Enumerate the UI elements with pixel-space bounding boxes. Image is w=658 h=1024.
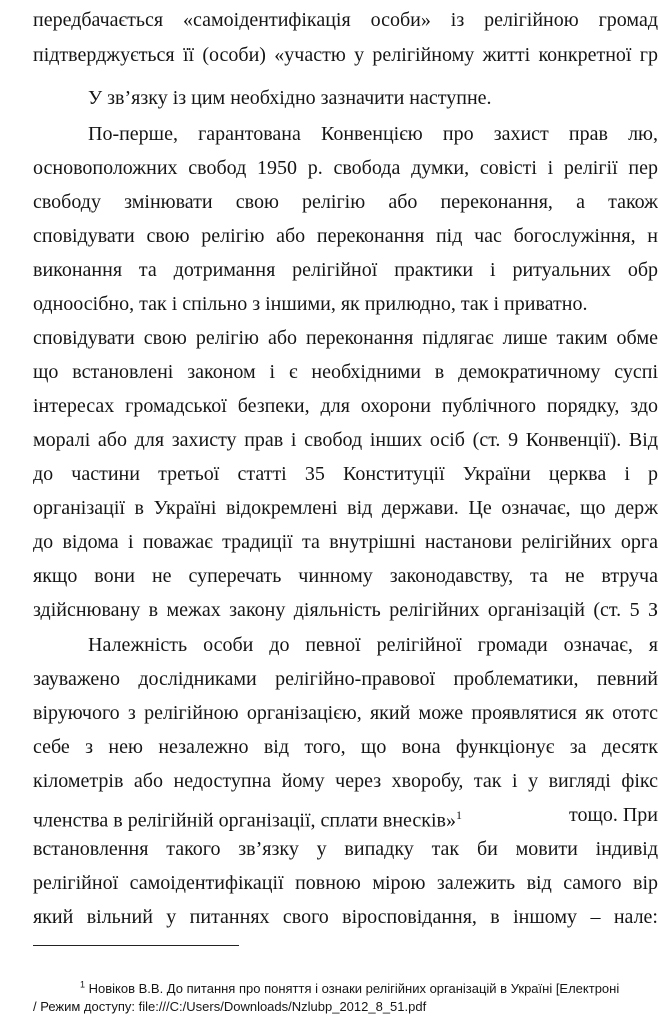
text-line: сповідувати свою релігію або переконання під час богослужіння, н — [33, 225, 658, 247]
text-line: У зв’язку із цим необхідно зазначити наступне. — [88, 87, 492, 109]
text-line: інтересах громадської безпеки, для охорони публічного порядку, здо — [33, 395, 658, 417]
text-line: Належність особи до певної релігійної громади означає, я — [88, 634, 658, 656]
footnote-line — [80, 981, 619, 997]
text-line: одноосібно, так і спільно з іншими, як прилюдно, так і приватно. — [33, 293, 588, 315]
text-line: По-перше, гарантована Конвенцією про захист прав лю, — [88, 123, 658, 145]
text-line: організації в Україні відокремлені від держави. Це означає, що держ — [33, 497, 658, 519]
text-line: моралі або для захисту прав і свобод інших осіб (ст. 9 Конвенції). Від — [33, 429, 658, 451]
text-line-tail: тощо. При — [568, 804, 658, 826]
text-line: сповідувати свою релігію або переконання підлягає лише таким обме — [33, 327, 658, 349]
text-line: основоположних свобод 1950 р. свобода думки, совісті і релігії пер — [33, 157, 658, 179]
footnote-marker: 1 — [456, 808, 462, 822]
text-line: себе з нею незалежно від того, що вона функціонує за десятк — [33, 736, 658, 758]
text-line: до відома і поважає традиції та внутрішні настанови релігійних орга — [33, 531, 658, 553]
text-line: якщо вони не суперечать чинному законодавству, та не втруча — [33, 565, 658, 587]
footnote-number: 1 — [80, 979, 86, 990]
footnote-text: / Режим доступу: file:///C:/Users/Downloads/Nzlubp_2012_8_51.pdf — [33, 999, 427, 1014]
text-line: встановлення такого зв’язку у випадку так би мовити індивід — [33, 838, 658, 860]
text-line: релігійної самоідентифікації повною мірою залежить від самого вір — [33, 872, 658, 894]
footnote-separator — [33, 945, 239, 946]
text-line: що встановлені законом і є необхідними в демократичному суспі — [33, 361, 658, 383]
text-line: передбачається «самоідентифікація особи» із релігійною громад — [33, 9, 658, 31]
footnote-text: Новіков В.В. До питання про поняття і ознаки релігійних організацій в Україні [Електроні — [88, 981, 620, 996]
text-line: який вільний у питаннях свого віросповідання, в іншому – нале: — [33, 906, 658, 928]
text-line — [33, 803, 658, 833]
text-line: зауважено дослідниками релігійно-правової проблематики, певний — [33, 668, 658, 690]
text-line: виконання та дотримання релігійної практики і ритуальних обр — [33, 259, 658, 281]
footnote-line — [33, 999, 426, 1015]
text-line: підтверджується її (особи) «участю у релігійному житті конкретної гр — [33, 44, 658, 66]
text-line-main: членства в релігійній організації, сплати внесків» — [33, 809, 456, 832]
text-line: свободу змінювати свою релігію або переконання, а також — [33, 191, 658, 213]
text-line: віруючого з релігійною організацією, який може проявлятися як ототс — [33, 702, 658, 724]
text-line: до частини третьої статті 35 Конституції України церква і р — [33, 463, 658, 485]
text-line: здійснювану в межах закону діяльність релігійних організацій (ст. 5 З — [33, 599, 658, 621]
text-line: кілометрів або недоступна йому через хворобу, так і у вигляді фікс — [33, 770, 658, 792]
